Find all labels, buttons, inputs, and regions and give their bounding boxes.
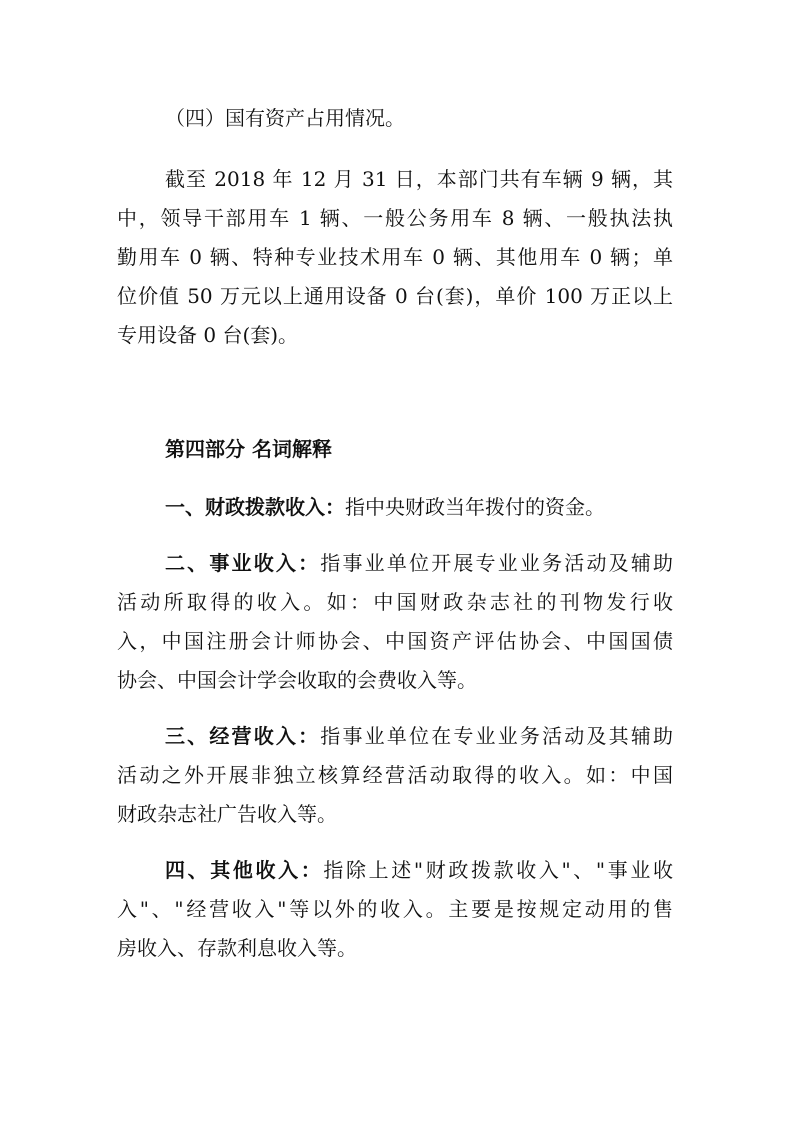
part-title: 第四部分 名词解释	[165, 437, 332, 461]
definition-item	[165, 724, 673, 748]
definition-term: 四、其他收入：	[165, 858, 324, 882]
paragraph-line: 中，领导干部用车 1 辆、一般公务用车 8 辆、一般执法执	[117, 206, 673, 230]
paragraph-line: 勤用车 0 辆、特种专业技术用车 0 辆、其他用车 0 辆；单	[117, 245, 673, 269]
definition-text: 指除上述"财政拨款收入"、"事业收	[323, 858, 673, 882]
definition-text: 指中央财政当年拨付的资金。	[345, 495, 605, 519]
paragraph-line: 活动之外开展非独立核算经营活动取得的收入。如：中国	[117, 763, 673, 787]
definition-term: 一、财政拨款收入：	[165, 495, 345, 519]
definition-term: 二、事业收入：	[165, 551, 321, 575]
definition-item	[165, 495, 605, 519]
paragraph-line: 入"、"经营收入"等以外的收入。主要是按规定动用的售	[117, 897, 673, 921]
paragraph-line: 截至 2018 年 12 月 31 日，本部门共有车辆 9 辆，其	[165, 167, 673, 191]
paragraph-line: 位价值 50 万元以上通用设备 0 台(套)，单价 100 万正以上	[117, 284, 673, 308]
definition-text: 指事业单位在专业业务活动及其辅助	[320, 724, 674, 748]
paragraph-line: 财政杂志社广告收入等。	[117, 802, 337, 826]
paragraph-line: 入，中国注册会计师协会、中国资产评估协会、中国国债	[117, 629, 673, 653]
definition-term: 三、经营收入：	[165, 724, 321, 748]
definition-item	[165, 551, 673, 575]
paragraph-line: 房收入、存款利息收入等。	[117, 936, 357, 960]
paragraph-line: 协会、中国会计学会收取的会费收入等。	[117, 668, 477, 692]
paragraph-line: 专用设备 0 台(套)。	[117, 323, 299, 347]
paragraph-line: 活动所取得的收入。如：中国财政杂志社的刊物发行收	[117, 590, 673, 614]
definition-item	[165, 858, 673, 882]
section-heading: （四）国有资产占用情况。	[165, 106, 405, 130]
definition-text: 指事业单位开展专业业务活动及辅助	[320, 551, 674, 575]
